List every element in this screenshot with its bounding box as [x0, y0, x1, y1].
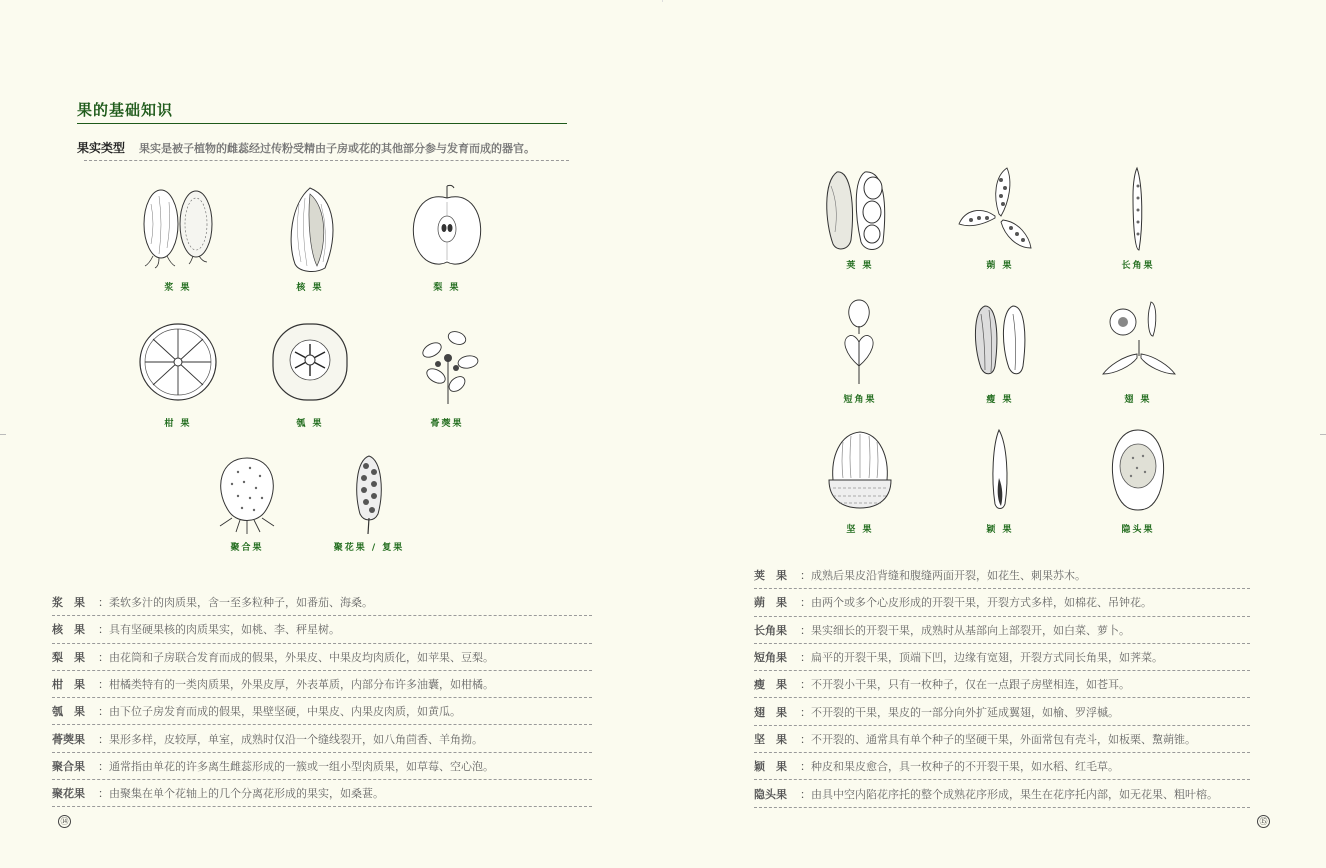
term: 隐头果 [754, 787, 787, 801]
term-separator: ： [98, 705, 109, 719]
caryopsis-illustration [955, 428, 1045, 518]
list-item [754, 726, 1250, 753]
list-item [754, 644, 1250, 671]
term-definition: 由下位子房发育而成的假果，果壁坚硬，中果皮、内果皮肉质，如黄瓜。 [109, 705, 461, 719]
term-separator: ： [98, 596, 109, 610]
fruit-label: 聚合果 [230, 543, 264, 553]
fruit-label: 瘦 果 [986, 395, 1014, 405]
subhead-rule [84, 160, 569, 161]
fruit-label: 聚花果 / 复果 [333, 543, 405, 553]
fruit-label: 柑 果 [164, 419, 192, 429]
fruit-figure-pepo [255, 320, 365, 429]
left-definition-list [52, 589, 592, 807]
term-definition: 由花筒和子房联合发育而成的假果，外果皮、中果皮均肉质化，如苹果、豆梨。 [109, 650, 494, 664]
list-item [52, 753, 592, 780]
term-definition: 果形多样，皮较厚，单室，成熟时仅沿一个缝线裂开，如八角茴香、羊角拗。 [109, 732, 483, 746]
fruit-label: 梨 果 [433, 283, 461, 293]
fruit-figure-legume [805, 166, 915, 271]
fruit-figure-multiple [314, 452, 424, 553]
fruit-figure-caryopsis [945, 428, 1055, 535]
hesperidium-illustration [133, 320, 223, 412]
fruit-label: 隐头果 [1121, 525, 1155, 535]
term: 荚 果 [754, 569, 787, 583]
fruit-label: 颖 果 [986, 525, 1014, 535]
term-definition: 不开裂的、通常具有单个种子的坚硬干果，外面常包有壳斗，如板栗、黧蒴锥。 [811, 732, 1196, 746]
list-item [754, 753, 1250, 780]
term-separator: ： [98, 678, 109, 692]
term: 蓇葖果 [52, 732, 85, 746]
fruit-figure-pome [392, 184, 502, 293]
term: 瓠 果 [52, 705, 85, 719]
list-item [52, 725, 592, 752]
term-definition: 不开裂小干果，只有一枚种子，仅在一点跟子房壁相连，如苍耳。 [811, 678, 1130, 692]
term: 聚合果 [52, 759, 85, 773]
term: 长角果 [754, 623, 787, 637]
fruit-figure-nut [805, 428, 915, 535]
term-separator: ： [800, 705, 811, 719]
page-number: ⑮ [1257, 815, 1270, 828]
fruit-figure-achene [945, 296, 1055, 405]
term: 浆 果 [52, 596, 85, 610]
title-rule [77, 123, 567, 124]
fruit-figure-capsule [945, 166, 1055, 271]
fruit-label: 蓇葖果 [430, 419, 464, 429]
subhead [77, 139, 535, 156]
term-definition: 柑橘类特有的一类肉质果，外果皮厚，外表革质，内部分布许多油囊，如柑橘。 [109, 678, 494, 692]
achene-illustration [955, 296, 1045, 388]
page-number: ⑭ [58, 815, 71, 828]
fruit-label: 浆 果 [164, 283, 192, 293]
fruit-label: 核 果 [296, 283, 324, 293]
list-item [52, 616, 592, 643]
fruit-figure-silique [1083, 166, 1193, 271]
term-definition: 由聚集在单个花轴上的几个分离花形成的果实，如桑葚。 [109, 787, 384, 801]
list-item [754, 698, 1250, 725]
term-definition: 柔软多汁的肉质果，含一至多粒种子，如番茄、海桑。 [109, 596, 373, 610]
term-definition: 具有坚硬果核的肉质果实，如桃、李、秤星树。 [109, 623, 340, 637]
pome-illustration [402, 184, 492, 276]
fruit-figure-berry [123, 184, 233, 293]
section-title: 果的基础知识 [77, 101, 174, 119]
list-item [754, 671, 1250, 698]
aggregate-fruit-illustration [202, 452, 292, 536]
fruit-label: 瓠 果 [296, 419, 324, 429]
multiple-fruit-illustration [324, 452, 414, 536]
fruit-figure-follicle [392, 320, 502, 429]
fruit-label: 坚 果 [846, 525, 874, 535]
silicle-illustration [815, 296, 905, 388]
term-separator: ： [800, 732, 811, 746]
fruit-label: 翅 果 [1124, 395, 1152, 405]
list-item [52, 780, 592, 807]
list-item [754, 780, 1250, 807]
fruit-label: 短角果 [843, 395, 877, 405]
term-separator: ： [98, 623, 109, 637]
term-definition: 由具中空内陷花序托的整个成熟花序形成，果生在花序托内部，如无花果、粗叶榕。 [811, 787, 1218, 801]
drupe-illustration [265, 184, 355, 276]
term: 蒴 果 [754, 596, 787, 610]
fruit-figure-syconium [1083, 428, 1193, 535]
fruit-label: 长角果 [1121, 261, 1155, 271]
samara-illustration [1093, 296, 1183, 388]
fruit-figure-hesperidium [123, 320, 233, 429]
list-item [754, 589, 1250, 616]
capsule-illustration [955, 166, 1045, 254]
nut-illustration [815, 428, 905, 518]
term-separator: ： [800, 787, 811, 801]
right-page [663, 0, 1326, 868]
fruit-figure-aggregate [192, 452, 302, 553]
term-definition: 果实细长的开裂干果，成熟时从基部向上部裂开，如白菜、萝卜。 [811, 623, 1130, 637]
term-definition: 通常指由单花的许多离生雌蕊形成的一簇或一组小型肉质果，如草莓、空心泡。 [109, 759, 494, 773]
term: 坚 果 [754, 732, 787, 746]
pepo-illustration [265, 320, 355, 412]
term-separator: ： [98, 787, 109, 801]
subhead-label: 果实类型 [77, 141, 126, 155]
term: 梨 果 [52, 650, 85, 664]
term-separator: ： [800, 651, 811, 665]
term-separator: ： [800, 678, 811, 692]
term-definition: 不开裂的干果，果皮的一部分向外扩延成翼翅，如榆、罗浮槭。 [811, 705, 1119, 719]
term-separator: ： [98, 732, 109, 746]
term: 短角果 [754, 651, 787, 665]
silique-illustration [1093, 166, 1183, 254]
subhead-description: 果实是被子植物的雌蕊经过传粉受精由子房或花的其他部分参与发育而成的器官。 [139, 142, 536, 155]
term-definition: 成熟后果皮沿背缝和腹缝两面开裂，如花生、刺果苏木。 [811, 569, 1086, 583]
list-item [52, 698, 592, 725]
list-item [754, 617, 1250, 644]
term-definition: 种皮和果皮愈合，具一枚种子的不开裂干果，如水稻、红毛草。 [811, 760, 1119, 774]
term-separator: ： [800, 623, 811, 637]
syconium-illustration [1093, 428, 1183, 518]
term: 聚花果 [52, 787, 85, 801]
term-definition: 由两个或多个心皮形成的开裂干果，开裂方式多样，如棉花、吊钟花。 [811, 596, 1152, 610]
follicle-illustration [402, 320, 492, 412]
fruit-figure-silicle [805, 296, 915, 405]
term-separator: ： [800, 596, 811, 610]
term-separator: ： [800, 760, 811, 774]
list-item [52, 589, 592, 616]
term: 核 果 [52, 623, 85, 637]
term: 翅 果 [754, 705, 787, 719]
term-separator: ： [98, 650, 109, 664]
fruit-figure-samara [1083, 296, 1193, 405]
right-definition-list [754, 562, 1250, 808]
fruit-label: 蒴 果 [986, 261, 1014, 271]
berry-illustration [133, 184, 223, 276]
term-separator: ： [800, 569, 811, 583]
term-definition: 扁平的开裂干果，顶端下凹，边缘有宽翅，开裂方式同长角果，如荠菜。 [811, 651, 1163, 665]
fruit-label: 荚 果 [846, 261, 874, 271]
legume-illustration [815, 166, 905, 254]
term: 瘦 果 [754, 678, 787, 692]
term-separator: ： [98, 759, 109, 773]
fruit-figure-drupe [255, 184, 365, 293]
term: 颖 果 [754, 760, 787, 774]
list-item [52, 671, 592, 698]
term: 柑 果 [52, 678, 85, 692]
list-item [754, 562, 1250, 589]
list-item [52, 644, 592, 671]
